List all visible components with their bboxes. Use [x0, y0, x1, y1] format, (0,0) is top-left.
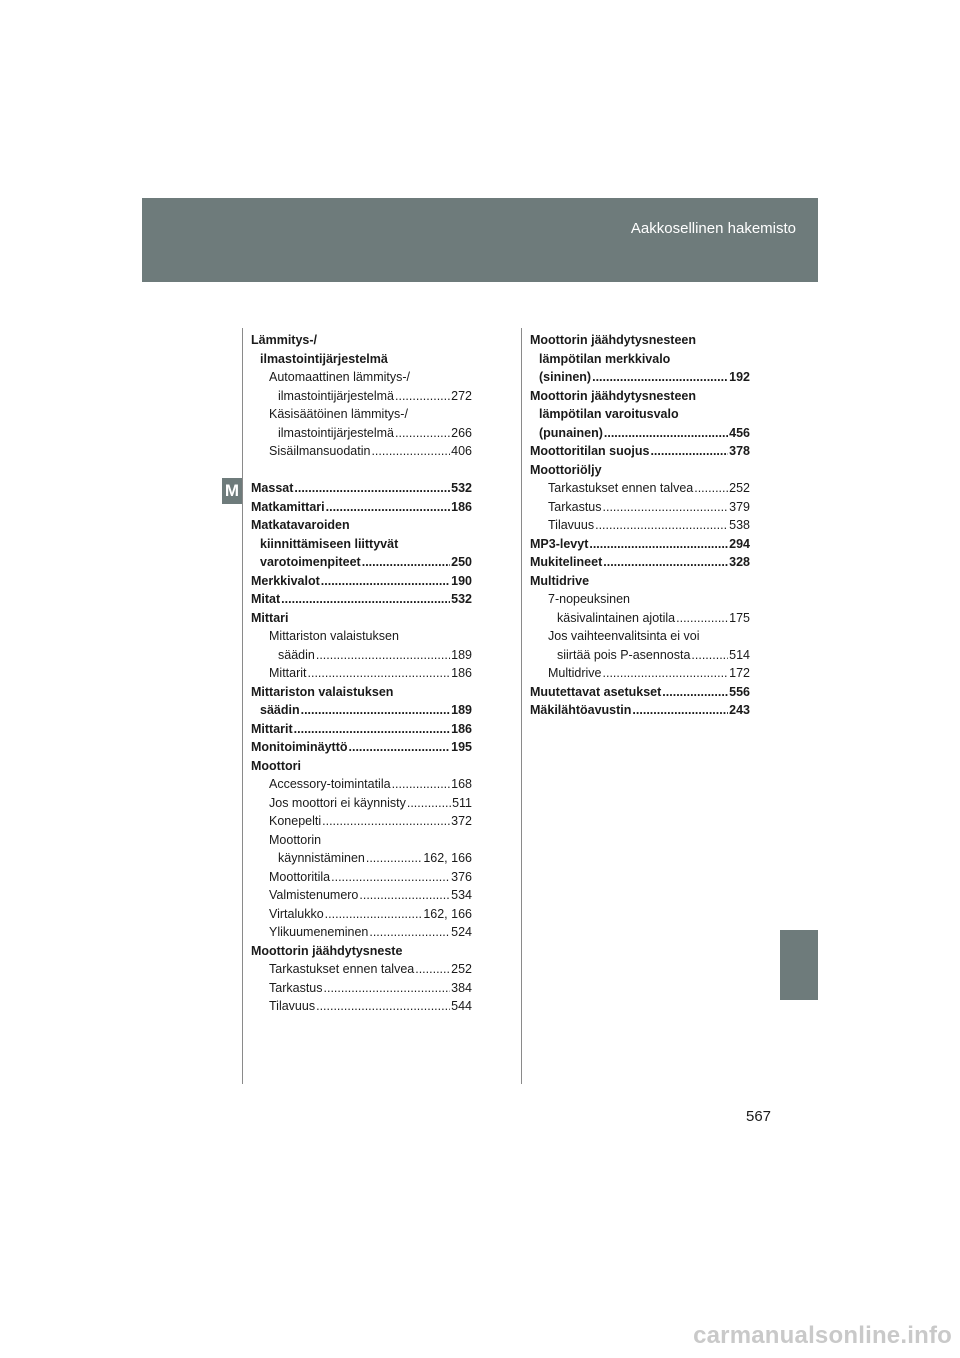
index-entry — [251, 720, 472, 739]
index-entry — [530, 479, 750, 498]
dot-leader — [294, 479, 450, 498]
index-entry-text: käsivalintainen ajotila — [557, 610, 676, 625]
index-entry-text: Tarkastus — [269, 980, 323, 995]
index-entry — [251, 553, 472, 572]
index-entry — [251, 757, 472, 776]
dot-leader — [369, 923, 450, 942]
index-entry-text: Sisäilmansuodatin — [269, 444, 371, 458]
index-page-ref: 186 — [451, 499, 472, 514]
header-title: Aakkosellinen hakemisto — [630, 220, 796, 237]
index-page-ref: 532 — [451, 592, 472, 606]
index-page-ref: 186 — [451, 721, 472, 736]
index-page-ref: 372 — [451, 814, 472, 828]
index-entry-text: Moottorin — [269, 832, 322, 847]
index-column-left — [251, 331, 472, 1016]
right-column-rule — [521, 328, 522, 1084]
header-band — [142, 198, 818, 282]
index-entry — [530, 424, 750, 443]
index-entry-text: Mittarit — [269, 666, 307, 680]
dot-leader — [316, 997, 450, 1016]
dot-leader — [321, 572, 450, 591]
index-entry-text: säädin — [260, 703, 300, 717]
index-entry-text: Mäkilähtöavustin — [530, 703, 632, 717]
watermark: carmanualsonline.info — [693, 1322, 952, 1349]
index-page-ref: 243 — [729, 703, 750, 717]
index-page-ref: 511 — [452, 795, 472, 810]
dot-leader — [407, 794, 451, 813]
index-entry — [530, 701, 750, 720]
index-entry-text: Virtalukko — [269, 906, 324, 921]
index-entry — [530, 498, 750, 517]
index-entry — [251, 868, 472, 887]
dot-leader — [316, 646, 450, 665]
index-entry-text: ilmastointijärjestelmä — [278, 388, 395, 403]
page-number: 567 — [746, 1108, 772, 1125]
index-entry — [251, 424, 472, 443]
index-entry — [251, 664, 472, 683]
dot-leader — [603, 664, 729, 683]
index-entry — [251, 979, 472, 998]
index-entry-text: Massat — [251, 481, 294, 495]
index-entry-text: Jos vaihteenvalitsinta ei voi — [548, 629, 700, 643]
index-entry-text: Lämmitys-/ — [251, 333, 317, 347]
dot-leader — [650, 442, 728, 461]
dot-leader — [326, 498, 451, 517]
index-entry-text: Mittarit — [251, 721, 293, 736]
index-entry-text: Tarkastus — [548, 499, 602, 514]
dot-leader — [349, 738, 451, 757]
index-entry-text: Moottoriöljy — [530, 462, 602, 477]
index-entry-text: MP3-levyt — [530, 536, 589, 551]
dot-leader — [308, 664, 451, 683]
dot-leader — [694, 479, 728, 498]
index-page-ref: 524 — [451, 925, 472, 939]
dot-leader — [281, 590, 450, 609]
index-page-ref: 538 — [729, 518, 750, 532]
index-entry — [251, 794, 472, 813]
index-page-ref: 186 — [451, 666, 472, 680]
index-entry — [251, 849, 472, 868]
index-entry — [251, 350, 472, 369]
index-entry — [530, 627, 750, 646]
index-entry — [251, 498, 472, 517]
index-entry-text: Jos moottori ei käynnisty — [269, 795, 406, 810]
dot-leader — [366, 849, 422, 868]
index-page-ref: 534 — [451, 888, 472, 902]
index-entry-text: Accessory-toimintatila — [269, 777, 391, 791]
index-entry-text: siirtää pois P-asennosta — [557, 647, 691, 662]
index-page-ref: 544 — [451, 999, 472, 1013]
index-entry-text: Tilavuus — [269, 999, 316, 1013]
index-entry — [530, 350, 750, 369]
index-entry — [251, 387, 472, 406]
index-page-ref: 189 — [451, 703, 472, 717]
index-entry-text: Multidrive — [530, 573, 590, 588]
dot-leader — [392, 775, 451, 794]
index-entry-text: käynnistäminen — [278, 851, 365, 865]
index-entry-text: Valmistenumero — [269, 888, 359, 902]
left-column-rule — [242, 328, 243, 1084]
index-entry-text: Mittari — [251, 610, 289, 625]
index-page-ref: 379 — [729, 499, 750, 514]
index-entry — [530, 646, 750, 665]
index-entry — [251, 368, 472, 387]
index-entry-text: Moottoritila — [269, 869, 331, 884]
index-entry — [251, 627, 472, 646]
dot-leader — [359, 886, 450, 905]
index-entry-text: säädin — [278, 647, 315, 662]
index-entry — [530, 590, 750, 609]
index-entry — [530, 405, 750, 424]
index-page-ref: 195 — [451, 740, 472, 754]
dot-leader — [371, 442, 450, 461]
index-entry — [251, 701, 472, 720]
index-entry — [530, 368, 750, 387]
index-entry-text: Mittariston valaistuksen — [269, 629, 399, 643]
index-entry — [530, 331, 750, 350]
index-entry — [251, 590, 472, 609]
index-entry-text: Monitoiminäyttö — [251, 740, 348, 754]
section-letter-tab — [222, 478, 242, 504]
index-page-ref: 190 — [451, 573, 472, 588]
index-entry — [530, 553, 750, 572]
dot-leader — [322, 812, 450, 831]
index-entry — [251, 535, 472, 554]
dot-leader — [595, 516, 728, 535]
index-page-ref: 514 — [729, 647, 750, 662]
index-entry — [251, 997, 472, 1016]
edge-thumb-tab — [780, 930, 818, 1000]
index-page-ref: 406 — [451, 444, 472, 458]
index-page-ref: 456 — [729, 425, 750, 440]
index-entry — [530, 516, 750, 535]
index-page-ref: 294 — [729, 536, 750, 551]
index-entry-text: (sininen) — [539, 370, 592, 384]
dot-leader — [589, 535, 728, 554]
index-page-ref: 175 — [729, 610, 750, 625]
index-entry — [530, 535, 750, 554]
index-entry-text: Tilavuus — [548, 518, 595, 532]
index-entry-text: Moottorin jäähdytysneste — [251, 943, 403, 958]
index-entry-text: Käsisäätöinen lämmitys-/ — [269, 407, 408, 421]
index-page-ref: 556 — [729, 684, 750, 699]
index-page-ref: 168 — [451, 777, 472, 791]
index-entry-text: kiinnittämiseen liittyvät — [260, 536, 399, 551]
index-entry-text: Muutettavat asetukset — [530, 684, 662, 699]
index-page-ref: 252 — [451, 962, 472, 976]
index-entry — [251, 479, 472, 498]
index-entry-text: Matkatavaroiden — [251, 518, 350, 532]
index-page-ref: 252 — [729, 481, 750, 495]
index-entry-text: Mitat — [251, 592, 281, 606]
index-entry — [530, 387, 750, 406]
index-entry — [251, 886, 472, 905]
index-entry — [251, 331, 472, 350]
index-entry — [530, 572, 750, 591]
dot-leader — [604, 424, 728, 443]
index-entry-text: Moottorin jäähdytysnesteen — [530, 333, 696, 347]
index-entry — [251, 405, 472, 424]
index-entry — [251, 646, 472, 665]
index-entry-text: ilmastointijärjestelmä — [278, 425, 395, 440]
index-entry — [530, 461, 750, 480]
index-entry-text: Matkamittari — [251, 499, 325, 514]
index-entry-text: Ylikuumeneminen — [269, 925, 369, 939]
dot-leader — [662, 683, 728, 702]
index-page-ref: 172 — [729, 666, 750, 680]
index-entry — [251, 572, 472, 591]
dot-leader — [603, 498, 729, 517]
dot-leader — [324, 979, 451, 998]
index-page-ref: 189 — [451, 647, 472, 662]
index-entry-text: Konepelti — [269, 814, 322, 828]
section-letter: M — [224, 481, 240, 500]
index-page-ref: 272 — [451, 388, 472, 403]
index-page-ref: 192 — [729, 370, 750, 384]
index-entry-text: Moottorin jäähdytysnesteen — [530, 388, 696, 403]
index-entry-text: lämpötilan varoitusvalo — [539, 407, 679, 421]
index-entry — [530, 609, 750, 628]
index-entry — [251, 609, 472, 628]
index-entry-text: Mittariston valaistuksen — [251, 684, 394, 699]
dot-leader — [325, 905, 423, 924]
index-entry — [251, 905, 472, 924]
dot-leader — [362, 553, 450, 572]
index-entry — [251, 516, 472, 535]
index-entry — [251, 812, 472, 831]
dot-leader — [294, 720, 450, 739]
index-entry — [251, 831, 472, 850]
index-page-ref: 376 — [451, 869, 472, 884]
index-entry-text: varotoimenpiteet — [260, 555, 361, 569]
index-entry-text: Moottoritilan suojus — [530, 444, 650, 458]
dot-leader — [691, 646, 728, 665]
dot-leader — [331, 868, 450, 887]
index-page-ref: 162, 166 — [423, 851, 472, 865]
index-entry-text: Multidrive — [548, 666, 602, 680]
dot-leader — [301, 701, 451, 720]
dot-leader — [415, 960, 450, 979]
index-page-ref: 266 — [451, 425, 472, 440]
index-entry — [530, 442, 750, 461]
dot-leader — [632, 701, 728, 720]
index-entry-text: Automaattinen lämmitys-/ — [269, 370, 411, 384]
index-entry-text: Merkkivalot — [251, 573, 320, 588]
index-page-ref: 328 — [729, 555, 750, 569]
index-entry — [530, 664, 750, 683]
index-page-ref: 384 — [451, 980, 472, 995]
index-entry-text: ilmastointijärjestelmä — [260, 351, 388, 366]
index-page-ref: 378 — [729, 444, 750, 458]
index-column-right — [530, 331, 750, 720]
index-entry-text: 7-nopeuksinen — [548, 592, 631, 606]
index-entry — [530, 683, 750, 702]
index-entry — [251, 775, 472, 794]
index-entry-text: Mukitelineet — [530, 555, 603, 569]
dot-leader — [592, 368, 728, 387]
index-entry — [251, 442, 472, 461]
dot-leader — [603, 553, 728, 572]
index-page-ref: 162, 166 — [423, 906, 472, 921]
index-entry-text: Moottori — [251, 758, 301, 773]
index-entry-text: (punainen) — [539, 425, 603, 440]
index-page-ref: 532 — [451, 481, 472, 495]
index-entry — [251, 923, 472, 942]
index-entry-text: Tarkastukset ennen talvea — [269, 962, 415, 976]
dot-leader — [395, 387, 450, 406]
dot-leader — [395, 424, 450, 443]
index-entry — [251, 960, 472, 979]
dot-leader — [676, 609, 728, 628]
index-entry — [251, 942, 472, 961]
index-entry-text: Tarkastukset ennen talvea — [548, 481, 694, 495]
index-page-ref: 250 — [451, 555, 472, 569]
index-entry — [251, 683, 472, 702]
index-entry — [251, 738, 472, 757]
index-entry-text: lämpötilan merkkivalo — [539, 351, 671, 366]
